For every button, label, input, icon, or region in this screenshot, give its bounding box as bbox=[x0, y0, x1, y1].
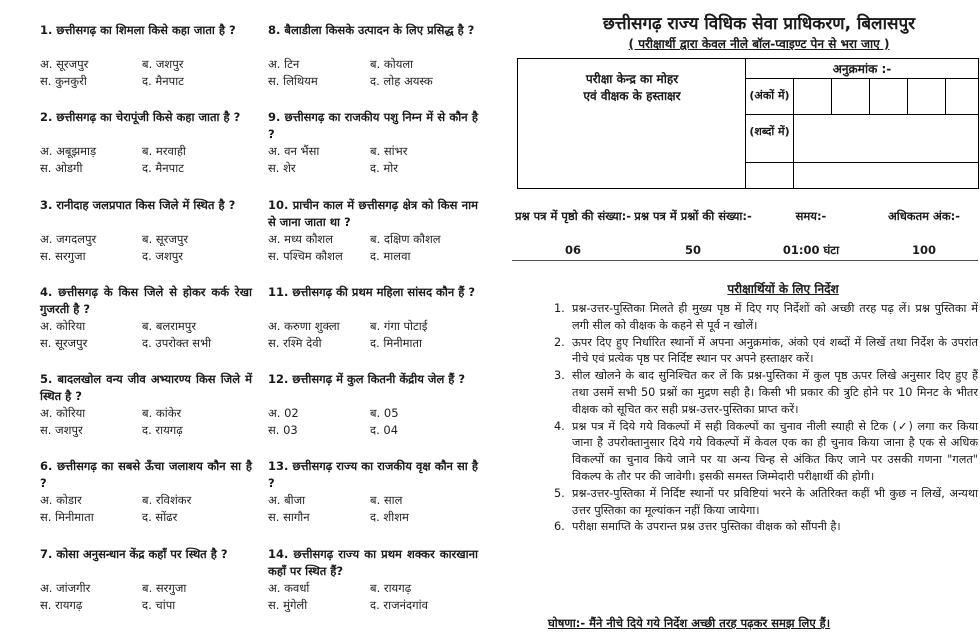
question-14 bbox=[268, 546, 478, 633]
instruction-item bbox=[554, 519, 978, 536]
roll-words-field[interactable] bbox=[794, 115, 978, 163]
option-a: अ. जांजगीर bbox=[40, 580, 91, 595]
option-c: स. पश्चिम कौशल bbox=[268, 248, 343, 263]
instruction-text: प्रश्न-उत्तर-पुस्तिका में निर्दिष्ट स्थानों पर प्रविष्टियां भरने के अतिरिक्त कहीं भी कुछ न लिखें, अन्यथा उत्तर पुस्तिका का मूल्यांकन नहीं किया जायेगा। bbox=[572, 486, 978, 517]
option-a: अ. कोडार bbox=[40, 493, 82, 508]
digits-label: (अंकों में) bbox=[746, 79, 794, 115]
question-1 bbox=[40, 22, 252, 109]
instruction-text: सील खोलने के बाद सुनिश्चित कर लें कि प्रश्न-पुस्तिका में कुल पृष्ठ ऊपर लिखे अनुसार दिए हुए हैं तथा उसमें सभी 50 प्रश्नों का मुद्रण सही है। किसी भी प्रकार की त्रुटि होने पर 10 मिनट के भीतर वीक्षक को सूचित कर सही प्रश्न-उत्तर-पुस्तिका प्राप्त करें। bbox=[572, 369, 978, 416]
instruction-item bbox=[554, 419, 978, 486]
question-text: 5. बादलखोल वन्य जीव अभ्यारण्य किस जिले में स्थित है ? bbox=[40, 372, 252, 404]
option-a: अ. कोरिया bbox=[40, 318, 86, 333]
instruction-text: ऊपर दिए हुए निर्धारित स्थानों में अपना अनुक्रमांक, अंको एवं शब्दों में लिखें तथा निर्देश के उपरांत नीचे एवं प्रत्येक पृष्ठ पर निर्दिष्ट स्थान पर अपने हस्ताक्षर करें। bbox=[572, 335, 978, 366]
roll-digit-box[interactable] bbox=[946, 79, 978, 115]
time-value: 01:00 घंटा bbox=[782, 243, 840, 257]
option-b: ब. बलरामपुर bbox=[142, 318, 197, 333]
option-a: अ. कवर्धा bbox=[268, 580, 310, 595]
option-a: अ. टिन bbox=[268, 57, 300, 71]
option-d: द. उपरोक्त सभी bbox=[142, 335, 212, 350]
option-c: स. मुंगेली bbox=[268, 597, 308, 612]
option-c: स. शेर bbox=[268, 161, 296, 176]
option-a: अ. 02 bbox=[268, 406, 299, 421]
option-c: स. जशपुर bbox=[40, 423, 83, 438]
pages-value: 06 bbox=[564, 243, 581, 257]
stamp-label-line2: एवं वीक्षक के हस्ताक्षर bbox=[583, 89, 681, 103]
max-marks-value: 100 bbox=[911, 243, 936, 257]
option-a: अ. मध्य कौशल bbox=[268, 231, 334, 246]
option-b: ब. सांभर bbox=[370, 144, 408, 159]
candidate-details-box bbox=[517, 58, 979, 189]
option-c: स. 03 bbox=[268, 423, 298, 438]
question-text: 6. छत्तीसगढ़ का सबसे ऊँचा जलाशय कौन सा है ? bbox=[40, 459, 252, 491]
booklet-cover bbox=[512, 12, 978, 630]
option-c: स. मिनीमाता bbox=[40, 510, 94, 525]
option-d: द. जशपुर bbox=[142, 248, 184, 263]
option-d: द. मैनपाट bbox=[142, 74, 184, 88]
instruction-text: परीक्षा समाप्ति के उपरान्त प्रश्न उत्तर पुस्तिका वीक्षक को सौंपनी है। bbox=[572, 520, 841, 534]
option-b: ब. मरवाही bbox=[142, 144, 186, 159]
option-d: द. रायगढ़ bbox=[142, 423, 183, 438]
question-text: 3. रानीदाह जलप्रपात किस जिले में स्थित है ? bbox=[40, 197, 236, 212]
instructions-list bbox=[554, 301, 978, 536]
question-3 bbox=[40, 197, 252, 284]
instruction-item bbox=[554, 301, 978, 335]
instruction-number: 1. bbox=[554, 302, 565, 315]
questions-label: प्रश्न पत्र में प्रश्नों की संख्या:- bbox=[634, 209, 752, 223]
pages-label: प्रश्न पत्र में पृष्ठो की संख्या:- bbox=[514, 209, 632, 223]
question-11 bbox=[268, 284, 478, 371]
option-a: अ. सूरजपुर bbox=[40, 57, 89, 71]
divider bbox=[512, 260, 978, 261]
questions-column-middle bbox=[268, 22, 478, 633]
question-text: 14. छत्तीसगढ़ राज्य का प्रथम शक्कर कारखाना कहाँ पर स्थित हैं? bbox=[268, 546, 478, 578]
questions-column-left bbox=[40, 22, 252, 633]
option-a: अ. बीजा bbox=[268, 493, 306, 508]
question-text: 13. छत्तीसगढ़ राज्य का राजकीय वृक्ष कौन सा है ? bbox=[268, 459, 478, 491]
option-d: द. लोह अयस्क bbox=[370, 74, 433, 88]
option-d: द. मिनीमाता bbox=[370, 335, 423, 350]
instruction-number: 6. bbox=[554, 520, 565, 534]
option-a: अ. अबूझमाड़ bbox=[40, 144, 97, 159]
option-b: ब. दक्षिण कौशल bbox=[370, 231, 441, 246]
question-4 bbox=[40, 284, 252, 371]
option-d: द. 04 bbox=[370, 423, 399, 438]
option-c: स. रायगढ़ bbox=[40, 597, 83, 612]
question-text: 7. कोसा अनुसन्धान केंद्र कहाँ पर स्थित है ? bbox=[40, 546, 228, 561]
question-text: 11. छत्तीसगढ़ की प्रथम महिला सांसद कौन हैं ? bbox=[268, 284, 476, 299]
roll-extra-field[interactable] bbox=[794, 163, 978, 188]
question-9 bbox=[268, 109, 478, 196]
option-c: स. लिथियम bbox=[268, 74, 318, 88]
time-label: समय:- bbox=[795, 209, 827, 223]
option-c: स. ओडगी bbox=[40, 161, 83, 176]
option-d: द. चांपा bbox=[142, 597, 176, 612]
roll-digit-box[interactable] bbox=[870, 79, 908, 115]
option-c: स. कुनकुरी bbox=[40, 74, 87, 88]
instruction-item bbox=[554, 335, 978, 369]
question-text: 8. बैलाडीला किसके उत्पादन के लिए प्रसिद्ध है ? bbox=[268, 23, 475, 37]
option-c: स. सरगुजा bbox=[40, 248, 86, 263]
instruction-number: 4. bbox=[554, 419, 565, 433]
instruction-number: 3. bbox=[554, 369, 565, 383]
option-c: स. सागौन bbox=[268, 510, 310, 525]
option-b: ब. सूरजपुर bbox=[142, 231, 189, 246]
question-text: 2. छत्तीसगढ़ का चेरापूंजी किसे कहा जाता है ? bbox=[40, 110, 241, 125]
question-text: 1. छत्तीसगढ़ का शिमला किसे कहा जाता है ? bbox=[40, 23, 236, 37]
questions-value: 50 bbox=[684, 243, 701, 257]
roll-digit-box[interactable] bbox=[832, 79, 870, 115]
question-7 bbox=[40, 546, 252, 633]
instruction-number: 5. bbox=[554, 486, 565, 500]
option-a: अ. जगदलपुर bbox=[40, 231, 97, 246]
option-c: स. रश्मि देवी bbox=[268, 335, 322, 350]
option-b: ब. जशपुर bbox=[142, 57, 184, 71]
stamp-signature-area bbox=[518, 59, 746, 188]
question-12 bbox=[268, 371, 478, 458]
roll-number-label: अनुक्रमांक :- bbox=[746, 59, 978, 79]
roll-digit-box[interactable] bbox=[794, 79, 832, 115]
option-a: अ. करुणा शुक्ला bbox=[268, 318, 340, 333]
question-5 bbox=[40, 371, 252, 458]
instructions-title: परीक्षार्थियों के लिए निर्देश bbox=[727, 282, 839, 296]
question-10 bbox=[268, 197, 478, 284]
stamp-label-line1: परीक्षा केन्द्र का मोहर bbox=[585, 72, 679, 86]
option-b: ब. गंगा पोटाई bbox=[370, 318, 428, 333]
declaration: घोषणा:- मैंने नीचे दिये गये निर्देश अच्छी तरह पढ़कर समझ लिए हैं। bbox=[548, 616, 831, 630]
question-text: 4. छत्तीसगढ़ के किस जिले से होकर कर्क रेखा गुजरती है ? bbox=[40, 284, 252, 316]
paper-info-row bbox=[512, 209, 978, 258]
option-b: ब. कांकेर bbox=[142, 406, 182, 421]
option-d: द. राजनंदगांव bbox=[370, 597, 428, 612]
option-b: ब. सरगुजा bbox=[142, 580, 187, 595]
option-d: द. शीशम bbox=[370, 510, 409, 525]
option-a: अ. कोरिया bbox=[40, 406, 86, 421]
option-d: द. मैनपाट bbox=[142, 161, 184, 176]
option-c: स. सूरजपुर bbox=[40, 335, 88, 350]
option-b: ब. साल bbox=[370, 493, 403, 508]
instruction-item bbox=[554, 486, 978, 520]
words-label: (शब्दों में) bbox=[746, 115, 794, 163]
option-b: ब. रविशंकर bbox=[142, 493, 192, 508]
roll-digit-box[interactable] bbox=[908, 79, 946, 115]
question-8 bbox=[268, 22, 478, 109]
question-text: 10. प्राचीन काल में छत्तीसगढ़ क्षेत्र को किस नाम से जाना जाता था ? bbox=[268, 197, 478, 229]
option-b: ब. कोयला bbox=[370, 57, 414, 71]
option-b: ब. रायगढ़ bbox=[370, 580, 412, 595]
question-2 bbox=[40, 109, 252, 196]
option-b: ब. 05 bbox=[370, 406, 399, 421]
instruction-number: 2. bbox=[554, 335, 565, 349]
instruction-text: प्रश्न पत्र में दिये गये विकल्पों में सही विकल्पों का चुनाव नीली स्याही से टिक (✓) लगा कर किया जाना है उपरोक्तानुसार दिये गये विकल्पों में केवल एक का ही चुनाव किया जाना है एक से अधिक विकल्पों का चुनाव किये जाने पर या अन्य चिन्ह से अंकित किए जाने पर उसकी गणना "गलत" विकल्प के तौर पर की जावेगी। इसकी समस्त जिम्मेदारी परीक्षार्थी की होगी। bbox=[572, 419, 978, 483]
option-d: द. सोंढर bbox=[142, 510, 178, 525]
question-text: 12. छत्तीसगढ़ में कुल कितनी केंद्रीय जेल हैं ? bbox=[268, 372, 466, 387]
instruction-item bbox=[554, 368, 978, 418]
authority-title: छत्तीसगढ़ राज्य विधिक सेवा प्राधिकरण, बिलासपुर bbox=[602, 14, 916, 34]
pen-instruction: ( परीक्षार्थी द्वारा केवल नीले बॉल-प्वाइण्ट पेन से भरा जाए ) bbox=[628, 37, 890, 51]
question-6 bbox=[40, 458, 252, 545]
max-marks-label: अधिकतम अंक:- bbox=[887, 209, 961, 223]
blank-row-label bbox=[746, 163, 794, 188]
option-a: अ. वन भैंसा bbox=[268, 144, 320, 159]
question-text: 9. छत्तीसगढ़ का राजकीय पशु निम्न में से कौन है ? bbox=[268, 110, 478, 142]
option-d: द. मोर bbox=[370, 161, 398, 176]
question-13 bbox=[268, 458, 478, 545]
option-d: द. मालवा bbox=[370, 248, 411, 263]
instruction-text: प्रश्न-उत्तर-पुस्तिका मिलते ही मुख्य पृष्ठ में दिए गए निर्देशों को अच्छी तरह पढ़ लें। प्रश्न पुस्तिका में लगी सील को वीक्षक के कहने से पूर्व न खोलें। bbox=[572, 302, 978, 332]
